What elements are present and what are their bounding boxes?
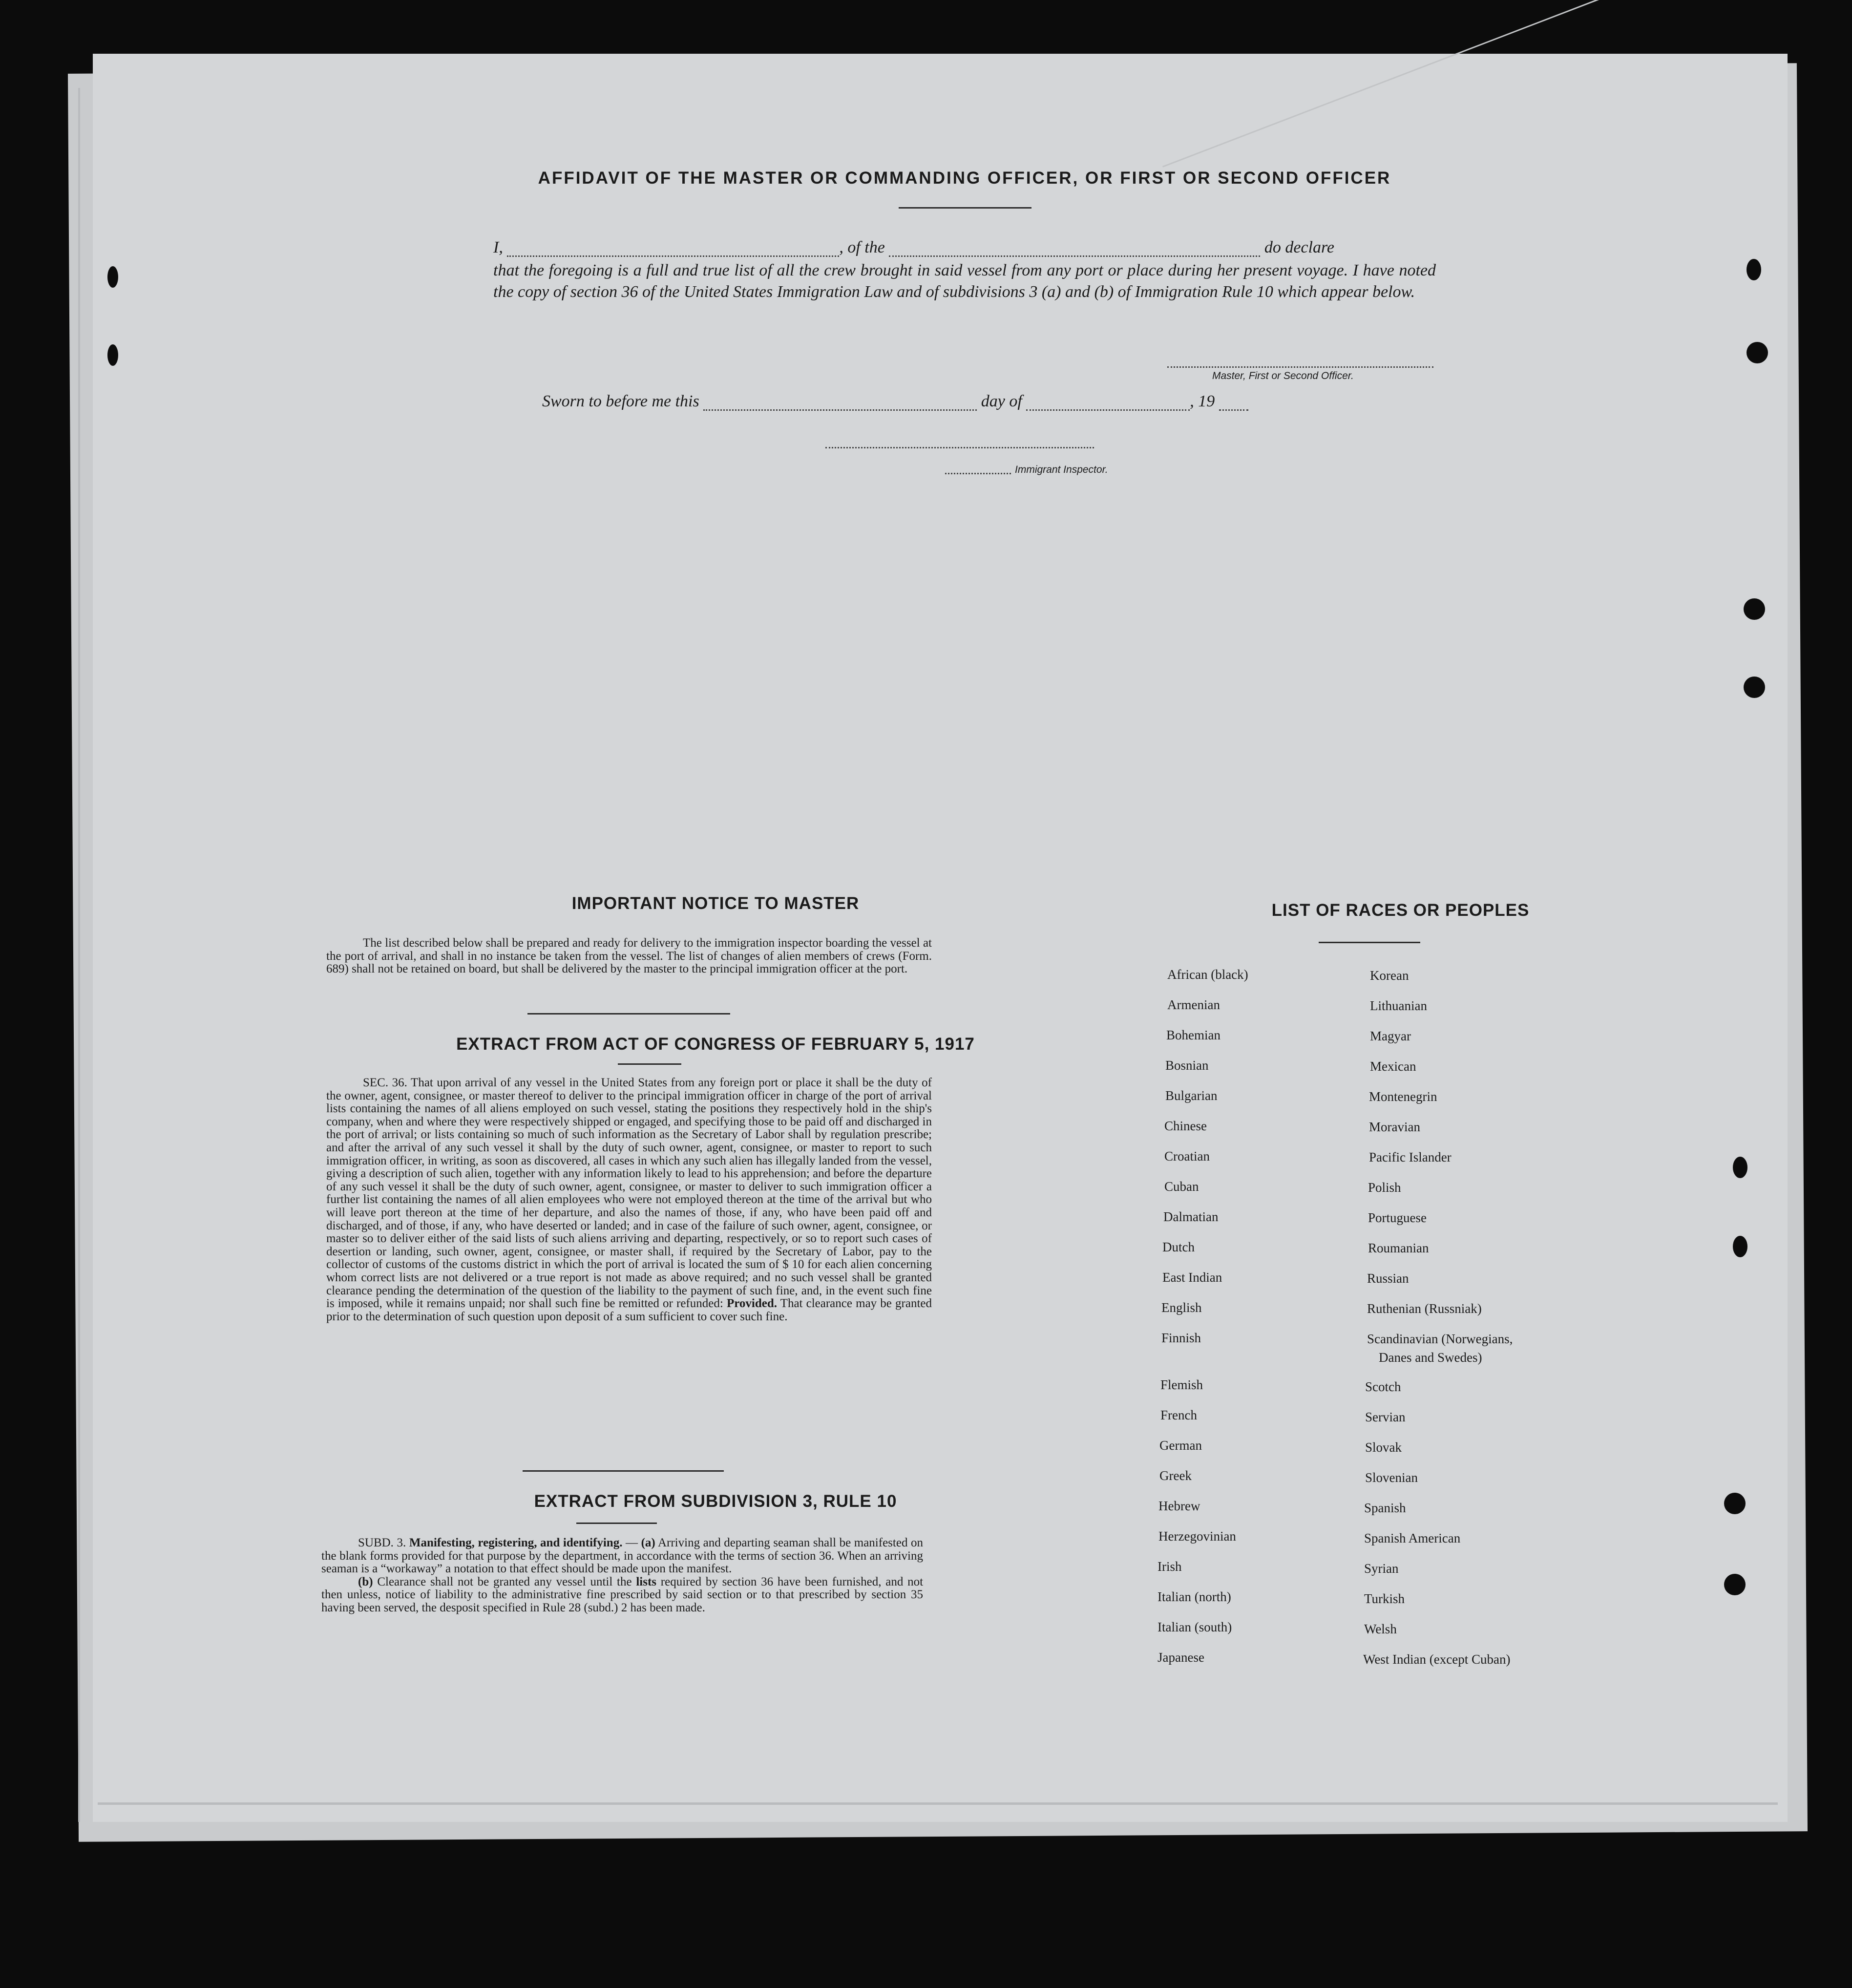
act-extract-text (326, 1077, 932, 1323)
sworn-year-field[interactable] (1219, 409, 1248, 411)
binder-hole (1733, 1236, 1747, 1257)
notice-text (326, 937, 932, 976)
race-item: Japanese (1158, 1650, 1204, 1665)
a-text: Arriving and departing seaman shall be manifested on the blank forms provided for that purpose by the department, in accordance with the terms of section 36. When an arriving seaman is a “workaway” a notation to that effect should be made upon the manifest. (321, 1536, 924, 1576)
race-item: Portuguese (1368, 1210, 1427, 1225)
binder-hole (1744, 598, 1765, 620)
divider (527, 1013, 730, 1015)
declare-label: do declare (1264, 238, 1335, 256)
race-item: Croatian (1164, 1149, 1210, 1163)
day-of-label: day of (981, 392, 1022, 410)
binder-hole (107, 344, 118, 366)
race-item: Russian (1367, 1271, 1409, 1286)
race-item: Italian (south) (1158, 1620, 1232, 1634)
race-item: Scandinavian (Norwegians, (1367, 1332, 1513, 1346)
race-item: Scotch (1365, 1379, 1401, 1394)
race-item: Greek (1159, 1468, 1192, 1483)
inspector-signature-field[interactable] (825, 447, 1094, 448)
race-item: Flemish (1160, 1377, 1203, 1392)
binder-hole (1744, 677, 1765, 698)
sec-label: SEC. 36. (363, 1076, 407, 1089)
race-item: Ruthenian (Russniak) (1367, 1301, 1482, 1316)
year-label: , 19 (1190, 392, 1215, 410)
b-lists: lists (636, 1575, 657, 1588)
affidavit-title: AFFIDAVIT OF THE MASTER OR COMMANDING OFFICER, OR FIRST OR SECOND OFFICER (538, 169, 1391, 188)
race-item: Slovenian (1365, 1470, 1418, 1485)
inspector-label: Immigrant Inspector. (1015, 464, 1108, 475)
divider (618, 1063, 681, 1065)
race-item: Bulgarian (1165, 1088, 1218, 1103)
race-item: African (black) (1167, 967, 1248, 982)
race-item: Syrian (1364, 1561, 1399, 1576)
race-item: Italian (north) (1158, 1589, 1231, 1604)
race-item: Bosnian (1165, 1058, 1209, 1073)
rule-extract-text (321, 1537, 923, 1615)
race-item: Spanish (1364, 1501, 1406, 1515)
b-label: (b) (358, 1575, 373, 1588)
binder-hole (1724, 1493, 1746, 1514)
b-text-2: required by section 36 have been furnished, and not then unless, notice of liability to the administrative fine prescribed by said section or to that prescribed by section 35 having been served, the desposit specified in Rule 28 (subd.) 2 has been made. (321, 1575, 924, 1614)
race-item: Herzegovinian (1158, 1529, 1236, 1544)
race-item: German (1159, 1438, 1202, 1453)
race-item: Irish (1158, 1559, 1182, 1574)
of-the-label: , of the (839, 238, 885, 256)
race-item: Lithuanian (1370, 998, 1427, 1013)
race-item: Mexican (1370, 1059, 1416, 1074)
race-item: Moravian (1369, 1120, 1420, 1134)
race-item: East Indian (1162, 1270, 1222, 1285)
race-item: Hebrew (1158, 1499, 1200, 1513)
notice-title: IMPORTANT NOTICE TO MASTER (571, 894, 860, 913)
act-text: That upon arrival of any vessel in the United States from any foreign port or place it shall be the duty of the owner, agent, consignee, or master thereof to deliver to the principal immigration officer in charge of the port of arrival lists containing the names of all aliens employed on such vessel, stating the positions they respectively hold in the ship's company, when and where they were respectively shipped or engaged, and specifying those to be paid off and discharged in the port of arrival; or lists containing so much of such information as the Secretary of Labor shall by regulation prescribe; and after the arrival of any such vessel it shall by the duty of such owner, agent, consignee, or master to report to such immigration officer, in writing, as soon as discovered, all cases in which any such alien has illegally landed from the vessel, giving a description of such alien, together with any information likely to lead to his apprehension; and before the departure of any such vessel it shall be the duty of such owner, agent, consignee, or master to deliver to such immigration officer a further list containing the names of all alien employees who were not employed thereon at the time of the arrival but who will leave port thereon at the time of her departure, and also the names of those, if any, who have been paid off and discharged, and of those, if any, who have deserted or landed; and in case of the failure of such owner, agent, consignee, or master so to deliver either of the said lists of such aliens arriving and departing, respectively, or so to report such cases of desertion or landing, such owner, agent, consignee, or master shall, if required by the Secretary of Labor, pay to the collector of customs of the customs district in which the port of arrival is located the sum of $ 10 for each alien concerning whom correct lists are not delivered or a true report is not made as above required; and no such vessel shall be granted clearance pending the determination of the question of the liability to the payment of such fine, and, in the event such fine is imposed, while it remains unpaid; nor shall such fine be remitted or refunded: (326, 1076, 932, 1311)
master-signature-field[interactable] (1167, 366, 1433, 368)
races-title: LIST OF RACES OR PEOPLES (1271, 901, 1530, 920)
race-item: Servian (1365, 1410, 1406, 1424)
race-item: Danes and Swedes) (1379, 1350, 1482, 1365)
sheet-edge-line (98, 1802, 1778, 1805)
provided-label: Provided. (726, 1297, 777, 1311)
affidavit-paragraph: that the foregoing is a full and true list of all the crew brought in said vessel from any port or place during her present voyage. I have noted the copy of section 36 of the United States Immigration Law and of subdivisions 3 (a) and (b) of Immigration Rule 10 which appear below. (493, 261, 1436, 301)
binder-hole (1747, 342, 1768, 363)
rule-extract-title: EXTRACT FROM SUBDIVISION 3, RULE 10 (534, 1492, 897, 1511)
rule-heading: Manifesting, registering, and identifying. (409, 1536, 623, 1549)
b-text-1: Clearance shall not be granted any vessel until the (377, 1575, 632, 1588)
race-item: Korean (1370, 968, 1409, 983)
race-item: Finnish (1161, 1331, 1201, 1345)
subd-label: SUBD. 3. (358, 1536, 406, 1549)
race-item: West Indian (except Cuban) (1363, 1652, 1511, 1667)
binder-hole (1747, 259, 1761, 280)
binder-hole (107, 266, 118, 288)
race-item: Dalmatian (1163, 1209, 1219, 1224)
race-item: Bohemian (1166, 1028, 1221, 1042)
act-text-after: That clearance may be granted prior to the determination of such question upon deposit of a sum sufficient to cover such fine. (326, 1297, 932, 1323)
race-item: Cuban (1164, 1179, 1199, 1194)
race-item: Dutch (1162, 1240, 1195, 1254)
race-item: Chinese (1164, 1119, 1207, 1133)
officer-name-field[interactable] (507, 255, 839, 257)
vessel-name-field[interactable] (889, 255, 1260, 257)
binder-hole (1733, 1157, 1747, 1178)
binder-hole (1724, 1574, 1746, 1595)
divider (576, 1523, 657, 1524)
race-item: Magyar (1370, 1029, 1411, 1043)
dash: — (622, 1536, 641, 1549)
notice-paragraph: The list described below shall be prepared and ready for delivery to the immigration inspector boarding the vessel at the port of arrival, and shall in no instance be taken from the vessel. The list of changes of alien members of crews (Form. 689) shall not be retained on board, but shall be delivered by the master to the principal immigration officer at the port. (326, 936, 932, 976)
sworn-day-field[interactable] (703, 409, 977, 411)
race-item: French (1160, 1408, 1197, 1422)
race-item: Turkish (1364, 1591, 1405, 1606)
sworn-month-field[interactable] (1026, 409, 1190, 411)
race-item: Armenian (1167, 997, 1220, 1012)
race-item: Pacific Islander (1369, 1150, 1452, 1164)
affidavit-declaration-line (493, 238, 1334, 257)
divider (523, 1470, 724, 1472)
sworn-line (542, 392, 1248, 411)
a-label: (a) (641, 1536, 655, 1549)
race-item: Spanish American (1364, 1531, 1461, 1545)
race-item: Polish (1368, 1180, 1401, 1195)
race-item: Welsh (1364, 1622, 1397, 1636)
i-label: I, (493, 238, 503, 256)
race-item: Slovak (1365, 1440, 1402, 1455)
inspector-signature-lead (945, 473, 1011, 474)
divider (1319, 942, 1420, 943)
act-extract-title: EXTRACT FROM ACT OF CONGRESS OF FEBRUARY 5, 1917 (456, 1035, 975, 1054)
race-item: Montenegrin (1369, 1089, 1437, 1104)
master-signature-label: Master, First or Second Officer. (1212, 370, 1354, 381)
race-item: Roumanian (1368, 1241, 1429, 1255)
sheet-edge-line (78, 88, 80, 1822)
race-item: English (1161, 1300, 1202, 1315)
sworn-label: Sworn to before me this (542, 392, 699, 410)
divider (899, 207, 1031, 209)
